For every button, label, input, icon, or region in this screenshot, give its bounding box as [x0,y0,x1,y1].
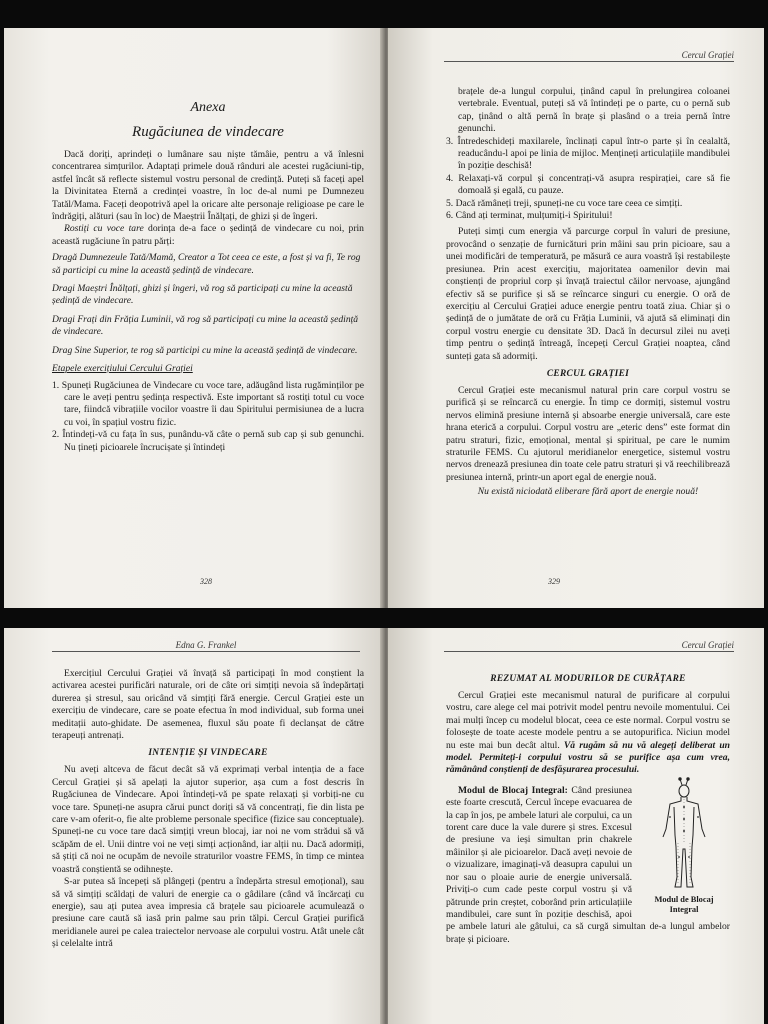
prayer-line: Drag Sine Superior, te rog să participi cu mine la această ședință de vindecare. [52,344,358,356]
steps-title: Etapele exercițiului Cercului Grației [52,363,193,375]
page-number: 329 [548,577,560,586]
list-item: brațele de-a lungul corpului, ținând capul în prelungirea coloanei vertebrale. Eventual, puteți să vă întindeți pe o parte, cu o pernă sub cap, ținând o altă pernă în brațe și plasând o a treia pernă între genunchi. [458,86,730,135]
paragraph-text: Când presiunea este foarte crescută, Cercul începe evacuarea de la cap în jos, pe ambele laturi ale corpului, ca un torent care duce la vale durere și stres. Excesul de presiune va ieși simultan prin chakrele mâinilor și ale picioarelor. Dacă aveți nevoie de o vizualizare, imaginați-vă deasupra capului un nor sau o ploaie aurie de energie universală. Priviți-o cum cade peste corpul vostru și vă pătrunde prin creștet, coborând prin articulațiile mandibulei, care sunt în poziție deschisă, apoi pe ambele laturi ale gâtului, ca să curgă simultan de-a lungul ambelor brațe și picioare. [446,784,730,945]
section-heading: REZUMAT AL MODURILOR DE CURĂȚARE [490,674,686,684]
bottom-spread [0,628,768,1024]
section-heading: CERCUL GRAȚIEI [546,368,630,379]
prayer-line: Dragi Frați din Frăția Luminii, vă rog să participați cu mine la această ședință de vindecare. [52,313,359,338]
paragraph: Exercițiul Cercului Grației vă învață să participați în mod conștient la activarea acestei purificări naturale, ori de câte ori simțiți nevoia să îndepărtați durerea și stresul, sau oricând vă simțiți fără energie. Cercul Grației este un exercițiu de vindecare, care se poate efectua în mod individual, sub forma unei meditații auto-ghidate. De asemenea, fluxul său poate fi declanșat de către terapeuți antrenați. [52,668,364,742]
section-heading: INTENȚIE ȘI VINDECARE [148,748,268,759]
page-330 [4,628,384,1024]
list-item: 4. Relaxați-vă corpul și concentrați-vă asupra respirației, care să fie domoală și egală, cu pauze. [446,172,730,197]
running-head: Cercul Grației [444,640,734,652]
page-328 [4,28,384,608]
figure-caption: Modul de Blocaj [654,894,714,904]
body-figure [638,777,730,915]
closing-line: Nu există niciodată eliberare fără aport de energie nouă! [477,486,699,498]
heading-title: Rugăciunea de vindecare [132,124,284,140]
running-head: Cercul Grației [444,50,734,62]
lead-heading: Modul de Blocaj Integral: [458,784,568,796]
list-item: 5. Dacă rămâneți treji, spuneți-ne cu voce tare ceea ce simțiți. [446,197,683,209]
list-item: 3. Întredeschideți maxilarele, înclinați capul într-o parte și în cealaltă, readucându-l apoi pe linia de mijloc. Mențineți articulațiile mandibulei în poziție deschisă! [446,135,730,172]
paragraph [446,690,730,777]
figure-caption: Integral [669,904,699,914]
list-item: 2. Întindeți-vă cu fața în sus, punându-vă câte o pernă sub cap și sub genunchi. Nu țineți picioarele încrucișate și întindeți [52,429,364,453]
paragraph: Puteți simți cum energia vă parcurge corpul în valuri de presiune, provocând o senzație de furnicături prin mâini sau prin picioare, sau a unei modificări de temperatură, pe măsură ce aura voastră își restabilește presiunea. Prin acest exercițiu, majoritatea oamenilor devin mai conștienți de propriul corp și învață traiectul căilor nervoase, ajungând efectiv să se purifice și să se reîncarce singuri cu energie. O oră de exercițiu al Cercului Grației aduce energie pentru toată ziua. Chiar și o ședință de o jumătate de oră cu Frăția Luminii, vă ajută să eliminați din corpul vostru energie cu densitate 3D. Dacă în decursul zilei nu aveți timp pentru o ședință întreagă, începeți Cercul Grației noaptea, când sunteți gata să adormiți. [446,226,730,362]
list-item: 6. Când ați terminat, mulțumiți-i Spiritului! [446,210,613,222]
heading-anexa: Anexa [190,100,226,115]
paragraph: Cercul Grației este mecanismul natural prin care corpul vostru se purifică și se reîncarcă cu energie. În timp ce dormiți, sistemul vostru nervos elimină presiune internă și absoarbe energie universală, care este hrana eterică a corpului. Corpul vostru are „eteric dens” este format din patru straturi, fizic, emoțional, mental și spiritual, pe care le numim straturile FEMS. Cu ajutorul meridianelor energetice, sistemul vostru nervos drenează presiunea din toate cele patru straturi și vă reechilibrează presiunea internă, printr-un aport egal de energie nouă. [446,384,730,483]
top-spread [0,28,768,608]
prayer-line: Dragi Maeștri Înălțați, ghizi și îngeri, vă rog să participați cu mine la această ședință de vindecare. [52,283,353,307]
paragraph [52,223,364,248]
paragraph-text: Cercul Grației este mecanismul natural de purificare al corpului vostru, care alege cel mai potrivit model pentru nevoile momentului. Cei mai mulți încep cu modelul blocat, ceea ce este normal. Corpul vostru se folosește de toate aceste modele pentru a se autopurifica. Niciun model nu este mai bun decât altul. [446,690,730,751]
list-item: 1. Spuneți Rugăciunea de Vindecare cu voce tare, adăugând lista rugăminților pe care le aveți pentru ședința respectivă. Este important să rostiți totul cu voce tare, fiindcă vibrațiile vocilor voastre îi dau Spiritului permisiunea de a lucra cu voi, în spațiul vostru fizic. [52,379,364,428]
paragraph: S-ar putea să începeți să plângeți (pentru a îndepărta stresul emoțional), sau să vă simțiți scăldați de valuri de energie ca o gâdilare (când vă încărcați cu energie), sau ați putea avea impresia că brațele sau picioarele acumulează o presiune care caută să iasă prin palme sau prin tălpi. Cercul Grației purifică meridianele aurei pe calea traiectelor nervoase ale corpului vostru. Atât unele cât și celelalte intră [52,876,364,950]
page-331 [388,628,764,1024]
paragraph-text: dorința de-a face o ședință de vindecare cu noi, prin această rugăciune în patru părți: [52,223,364,247]
running-head: Edna G. Frankel [52,640,360,652]
paragraph: Nu aveți altceva de făcut decât să vă exprimați verbal intenția de a face Cercul Grației și să apelați la ajutor superior, așa cum a fost descris în Rugăciunea de Vindecare. Apoi întindeți-vă pe spate relaxați și vorbiți-ne cu voce tare. Spuneți-ne asupra cărui punct doriți să vă concentrați, fie din lista pe care v-am oferit-o, fie alte probleme personale specifice (fizice sau conceptuale). Spuneți-ne cu voce tare dacă simțiți vreun blocaj, iar noi ne vom strădui să vă scăpăm de el. Unii dintre voi ne veți simți acționând, iar alții nu. Dacă adormiți, să știți că noi ne ocupăm de nevoile straturilor voastre FEMS, în timp ce mintea voastră conștientă se odihnește. [52,764,364,875]
page-329 [388,28,764,608]
paragraph: Dacă doriți, aprindeți o lumânare sau niște tămâie, pentru a vă înlesni concentrarea simțurilor. Adaptați primele două rânduri ale acestei rugăciuni-tip, astfel încât să reflecte sistemul vostru personal de credință. Puteți să faceți apel la Divinitatea Eternă a credinței voastre, în loc de-al numi pe Dumnezeu Tatăl/Mama. Faceți deopotrivă apel la oricare alte personaje religioase pe care le îndrăgiți, alături (sau în loc) de Maeștrii Înălțați, de ghizi și de îngeri. [52,149,364,223]
italic-phrase: Rostiți cu voce tare [64,223,144,235]
bold-emphasis: Vă rugăm să nu vă alegeți deliberat un model. Permiteți-i corpului vostru să se purifice așa cum vrea, rămânând conștienți de desfășurarea procesului. [446,739,730,776]
prayer-line: Dragă Dumnezeule Tată/Mamă, Creator a Tot ceea ce este, a fost și va fi, Te rog să participi cu mine la această ședință de vindecare. [52,252,361,276]
human-figure-icon [654,777,714,895]
page-number: 328 [200,577,212,586]
